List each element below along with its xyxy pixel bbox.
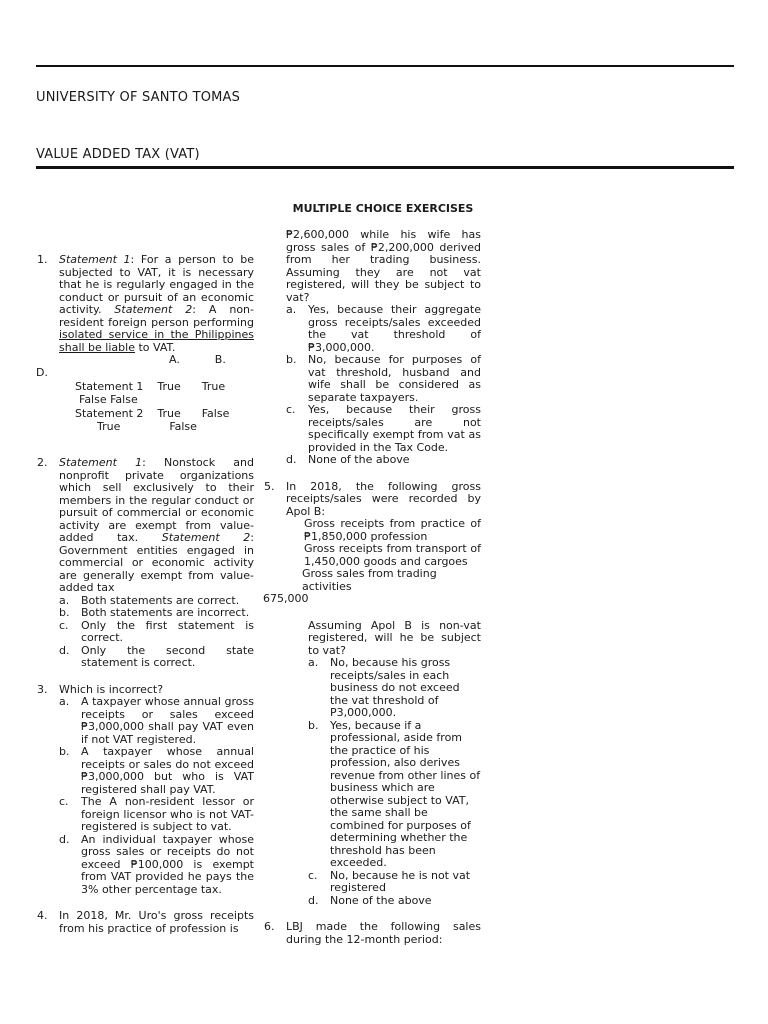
row-label: Statement 2 [75, 407, 144, 420]
question-4 [37, 909, 254, 935]
question-number: 2. [37, 456, 48, 469]
top-rule [36, 65, 734, 67]
underlined-text: isolated service in the Philippines shall be liable [59, 328, 254, 354]
question-number: 5. [264, 479, 275, 493]
option[interactable]: b. A taxpayer whose annual receipts or sales do not exceed ₱3,000,000 but who is VAT registered shall pay VAT. [59, 745, 254, 796]
question-5 [264, 479, 481, 519]
choice-headers: A. B. [169, 353, 226, 366]
option[interactable]: a. Both statements are correct. [59, 593, 240, 607]
statement-text: : For a person to be subjected to VAT, it is necessary that he is regularly engaged in the conduct or pursuit of an economic activity. [59, 253, 254, 316]
question-stem: LBJ made the following sales during the 12-month period: [286, 920, 481, 946]
option[interactable]: d. None of the above [286, 453, 410, 466]
option[interactable]: a. No, because his gross receipts/sales in each business do not exceed the vat threshold of P3,000,000. [308, 656, 460, 719]
statement-text: to VAT. [134, 340, 176, 354]
statement-text: : Nonstock and nonprofit private organizations which sell exclusively to their members in the regular conduct or pursuit of commercial or economic activity are exempt from value-added tax. [59, 456, 254, 544]
question-number: 1. [37, 253, 48, 266]
question-4-continued: ₱2,600,000 while his wife has gross sales of ₱2,200,000 derived from her trading business. Assuming they are not vat registered, will they be subject to vat? [286, 228, 481, 304]
right-column [263, 228, 481, 946]
university-name: UNIVERSITY OF SANTO TOMAS [36, 90, 241, 105]
question-stem: Assuming Apol B is non-vat registered, will he be subject to vat? [308, 618, 481, 657]
row-values: True True [157, 380, 226, 393]
question-stem: In 2018, the following gross receipts/sales were recorded by Apol B: [286, 479, 481, 518]
question-stem: In 2018, Mr. Uro's gross receipts from his practice of profession is [59, 909, 254, 935]
option[interactable]: d. Only the second state statement is correct. [59, 643, 254, 669]
options-list [286, 657, 481, 907]
statement-label: Statement 1 [59, 456, 143, 469]
question-1 [37, 253, 254, 354]
choice-d: D. [36, 365, 48, 379]
option[interactable]: d. None of the above [308, 893, 432, 907]
left-column [36, 253, 254, 935]
header-rule [36, 166, 734, 169]
question-number: 3. [37, 682, 48, 696]
row-wrap: False False [79, 392, 138, 406]
table-row [59, 381, 254, 394]
row-wrap: True False [97, 419, 197, 433]
row-label: Statement 1 [75, 380, 144, 393]
statement-label: Statement 1 [59, 253, 131, 266]
question-6 [264, 920, 481, 946]
section-title: MULTIPLE CHOICE EXERCISES [292, 202, 474, 215]
option[interactable]: b. No, because for purposes of vat threshold, husband and wife shall be considered as separate taxpayers. [286, 353, 481, 404]
row-values: True False [157, 407, 230, 420]
receipt-line: Gross receipts from transport of 1,450,000 goods and cargoes [304, 542, 481, 568]
receipt-line: Gross receipts from practice of ₱1,850,000 profession [304, 517, 481, 543]
option[interactable]: b. Both statements are incorrect. [59, 606, 250, 619]
option[interactable]: a. A taxpayer whose annual gross receipts or sales exceed ₱3,000,000 shall pay VAT even if not VAT registered. [59, 695, 254, 746]
option[interactable]: c. The A non-resident lessor or foreign licensor who is not VAT-registered is subject to vat. [59, 795, 254, 833]
option[interactable]: d. An individual taxpayer whose gross sales or receipts do not exceed ₱100,000 is exempt from VAT provided he pays the 3% other percentage tax. [59, 832, 254, 896]
statement-label: Statement 2 [114, 303, 193, 316]
option[interactable]: c. Yes, because their gross receipts/sales are not specifically exempt from vat as provided in the Tax Code. [286, 403, 481, 454]
option[interactable]: a. Yes, because their aggregate gross receipts/sales exceeded the vat threshold of ₱3,000,000. [286, 303, 481, 354]
question-2 [37, 456, 254, 595]
statement-text: : Government entities engaged in commercial or economic activity are generally exempt from value-added tax [59, 531, 254, 594]
statement-label: Statement 2 [161, 531, 251, 544]
question-number: 6. [264, 920, 275, 933]
option[interactable]: c. No, because he is not vat registered [308, 868, 471, 894]
question-stem: Which is incorrect? [59, 682, 164, 696]
table-row [59, 408, 254, 421]
option[interactable]: c. Only the first statement is correct. [59, 618, 254, 644]
question-number: 4. [37, 909, 48, 922]
statement-text: : A non-resident foreign person performing [59, 303, 254, 329]
subject-title: VALUE ADDED TAX (VAT) [36, 147, 200, 162]
choice-table [59, 381, 254, 433]
receipt-line: Gross sales from trading activities [302, 567, 437, 593]
option[interactable]: b. Yes, because if a professional, aside from the practice of his profession, also derives revenue from other lines of business which are otherwise subject to VAT, the same shall be combined for purposes of determining whether the threshold has been exceeded. [308, 718, 481, 869]
receipt-amount: 675,000 [263, 592, 309, 605]
